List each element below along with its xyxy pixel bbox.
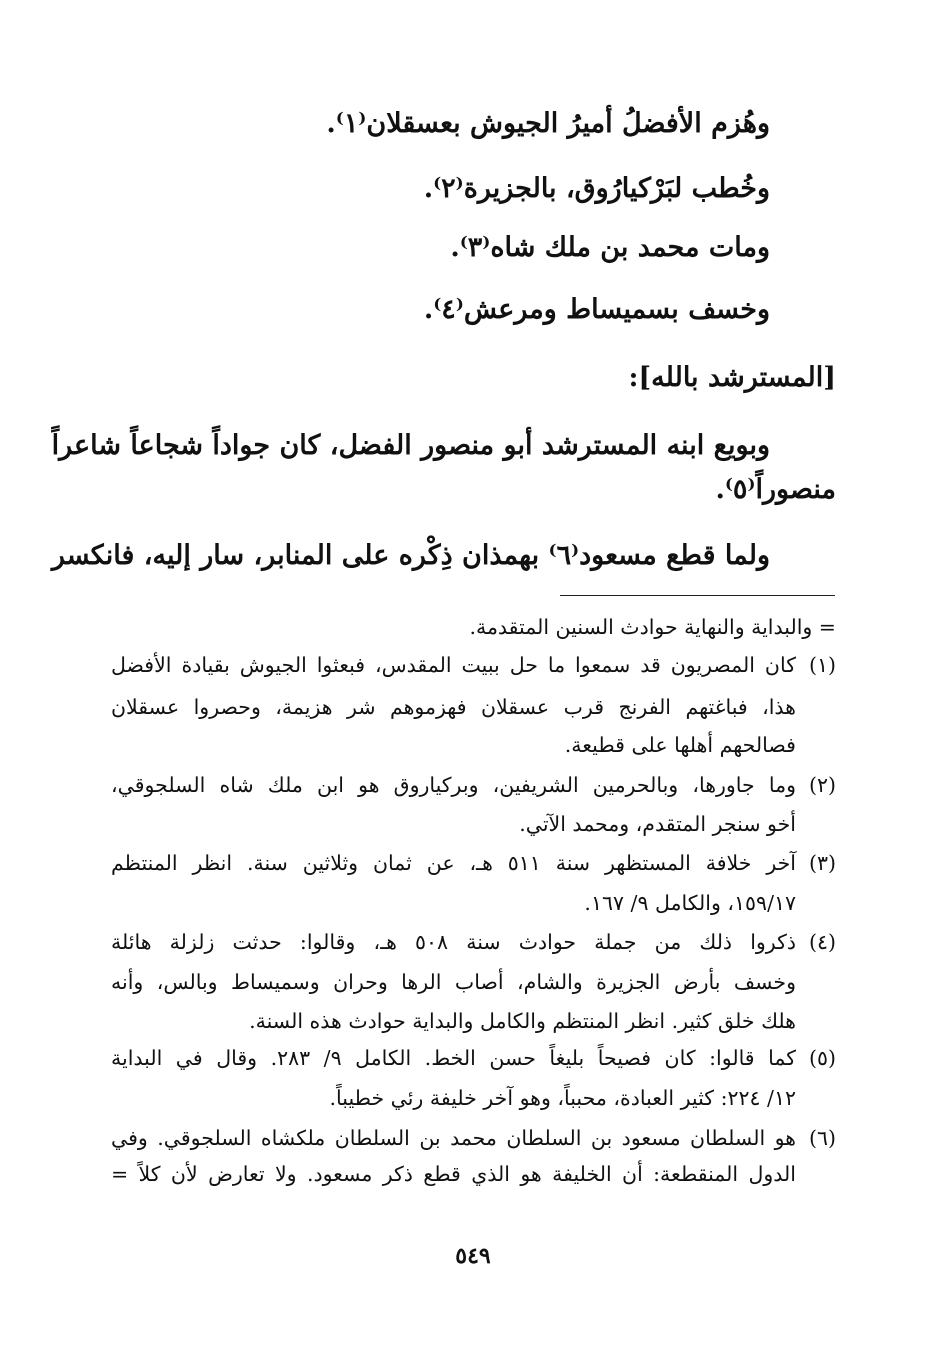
main-line-2: وخُطب لبَرْكيارُوق، بالجزيرة⁽٢⁾. (423, 173, 770, 204)
footnote-number-2: (٢) (808, 773, 836, 797)
paragraph-1-line-2: منصوراً⁽٥⁾. (715, 474, 836, 505)
footnote-4-line-2: وخسف بأرض الجزيرة والشام، أصاب الرها وحران وسميساط وبالس، وأنه (111, 970, 796, 994)
footnote-continuation: = والبداية والنهاية حوادث السنين المتقدمة. (469, 615, 836, 639)
footnote-1-line-3: فصالحهم أهلها على قطيعة. (564, 733, 796, 757)
footnote-1-line-1: كان المصريون قد سمعوا ما حل ببيت المقدس، فبعثوا الجيوش بقيادة الأفضل (111, 653, 796, 677)
main-line-3: ومات محمد بن ملك شاه⁽٣⁾. (450, 232, 770, 263)
paragraph-2-line-1: ولما قطع مسعود⁽٦⁾ بهمذان ذِكْره على المنابر، سار إليه، فانكسر (51, 540, 770, 571)
section-heading: [المسترشد بالله]: (628, 362, 836, 393)
footnote-6-line-1: هو السلطان مسعود بن السلطان محمد بن السلطان ملكشاه السلجوقي. وفي (111, 1126, 796, 1150)
footnote-number-4: (٤) (808, 930, 836, 954)
main-line-4: وخسف بسميساط ومرعش⁽٤⁾. (423, 294, 770, 325)
paragraph-1-line-1: وبويع ابنه المسترشد أبو منصور الفضل، كان جواداً شجاعاً شاعراً (51, 430, 770, 461)
footnote-2-line-2: أخو سنجر المتقدم، ومحمد الآتي. (519, 812, 796, 836)
footnote-3-line-1: آخر خلافة المستظهر سنة ٥١١ هـ، عن ثمان وثلاثين سنة. انظر المنتظم (111, 851, 796, 875)
footnote-5-line-1: كما قالوا: كان فصيحاً بليغاً حسن الخط. الكامل ٩/ ٢٨٣. وقال في البداية (111, 1046, 796, 1070)
footnote-separator (560, 595, 835, 596)
footnote-number-5: (٥) (808, 1046, 836, 1070)
footnote-number-3: (٣) (808, 851, 836, 875)
footnote-2-line-1: وما جاورها، وبالحرمين الشريفين، وبركياروق هو ابن ملك شاه السلجوقي، (111, 773, 796, 797)
footnote-6-line-2: الدول المنقطعة: أن الخليفة هو الذي قطع ذكر مسعود. ولا تعارض لأن كلاً = (111, 1162, 796, 1186)
page-number: ٥٤٩ (455, 1243, 491, 1269)
main-line-1: وهُزم الأفضلُ أميرُ الجيوش بعسقلان⁽١⁾. (326, 108, 770, 139)
footnote-4-line-1: ذكروا ذلك من جملة حوادث سنة ٥٠٨ هـ، وقالوا: حدثت زلزلة هائلة (111, 930, 796, 954)
footnote-5-line-2: ١٢/ ٢٢٤: كثير العبادة، محبباً، وهو آخر خليفة رئي خطيباً. (329, 1086, 796, 1110)
footnote-number-6: (٦) (808, 1126, 836, 1150)
footnote-3-line-2: ١٥٩/١٧، والكامل ٩/ ١٦٧. (584, 891, 796, 915)
footnote-number-1: (١) (808, 653, 836, 677)
footnote-4-line-3: هلك خلق كثير. انظر المنتظم والكامل والبداية حوادث هذه السنة. (249, 1009, 796, 1033)
footnote-1-line-2: هذا، فباغتهم الفرنج قرب عسقلان فهزموهم شر هزيمة، وحصروا عسقلان (111, 695, 796, 719)
